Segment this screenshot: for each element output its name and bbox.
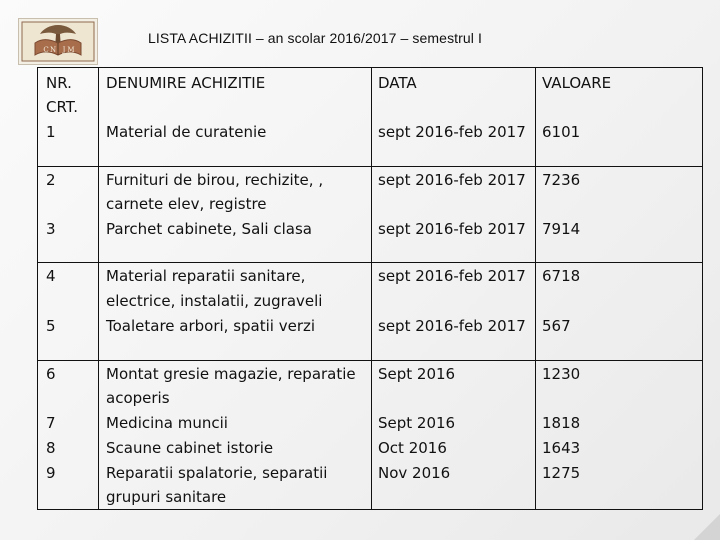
row-6-valoare: 1230 xyxy=(542,365,581,383)
logo-letter-j: J xyxy=(62,46,66,54)
school-logo-graphic xyxy=(19,19,97,64)
row-6-denumire-line-1: Montat gresie magazie, reparatie xyxy=(106,365,356,383)
row-5-nr: 5 xyxy=(46,317,56,335)
row-6-data: Sept 2016 xyxy=(378,365,456,383)
row-1-denumire: Material de curatenie xyxy=(106,123,267,141)
row-divider xyxy=(38,262,702,263)
row-7-nr: 7 xyxy=(46,414,56,432)
row-1-data: sept 2016-feb 2017 xyxy=(378,123,526,141)
row-5-valoare: 567 xyxy=(542,317,571,335)
row-9-denumire-line-2: grupuri sanitare xyxy=(106,488,227,506)
row-5-data: sept 2016-feb 2017 xyxy=(378,317,526,335)
header-nr: NR. xyxy=(46,74,72,92)
row-3-nr: 3 xyxy=(46,220,56,238)
logo-letter-m: M xyxy=(67,46,75,54)
row-7-data: Sept 2016 xyxy=(378,414,456,432)
header-valoare: VALOARE xyxy=(542,74,612,92)
logo-letter-n: N xyxy=(49,46,57,54)
row-9-valoare: 1275 xyxy=(542,464,581,482)
page-corner-fold xyxy=(694,514,720,540)
header-crt: CRT. xyxy=(46,98,78,116)
row-4-denumire-line-2: electrice, instalatii, zugraveli xyxy=(106,292,323,310)
row-2-data: sept 2016-feb 2017 xyxy=(378,171,526,189)
row-3-denumire: Parchet cabinete, Sali clasa xyxy=(106,220,312,238)
row-8-valoare: 1643 xyxy=(542,439,581,457)
row-divider xyxy=(38,360,702,361)
row-8-data: Oct 2016 xyxy=(378,439,447,457)
row-2-denumire-line-1: Furnituri de birou, rechizite, , xyxy=(106,171,324,189)
row-6-denumire-line-2: acoperis xyxy=(106,389,170,407)
column-divider xyxy=(535,68,536,509)
acquisitions-table xyxy=(37,67,703,510)
column-divider xyxy=(371,68,372,509)
row-5-denumire: Toaletare arbori, spatii verzi xyxy=(106,317,316,335)
column-divider xyxy=(98,68,99,509)
row-4-valoare: 6718 xyxy=(542,267,581,285)
row-2-valoare: 7236 xyxy=(542,171,581,189)
row-9-denumire-line-1: Reparatii spalatorie, separatii xyxy=(106,464,328,482)
row-4-denumire-line-1: Material reparatii sanitare, xyxy=(106,267,306,285)
school-logo xyxy=(18,18,98,65)
row-2-denumire-line-2: carnete elev, registre xyxy=(106,195,267,213)
row-4-data: sept 2016-feb 2017 xyxy=(378,267,526,285)
row-7-valoare: 1818 xyxy=(542,414,581,432)
header-data: DATA xyxy=(378,74,417,92)
row-3-valoare: 7914 xyxy=(542,220,581,238)
row-2-nr: 2 xyxy=(46,171,56,189)
row-divider xyxy=(38,166,702,167)
row-7-denumire: Medicina muncii xyxy=(106,414,228,432)
page-title: LISTA ACHIZITII – an scolar 2016/2017 – semestrul I xyxy=(148,30,482,46)
row-1-nr: 1 xyxy=(46,123,56,141)
row-9-data: Nov 2016 xyxy=(378,464,451,482)
row-8-nr: 8 xyxy=(46,439,56,457)
row-3-data: sept 2016-feb 2017 xyxy=(378,220,526,238)
row-9-nr: 9 xyxy=(46,464,56,482)
row-8-denumire: Scaune cabinet istorie xyxy=(106,439,274,457)
row-1-valoare: 6101 xyxy=(542,123,581,141)
logo-letters-left: C xyxy=(43,46,49,54)
row-4-nr: 4 xyxy=(46,267,56,285)
row-6-nr: 6 xyxy=(46,365,56,383)
header-denumire: DENUMIRE ACHIZITIE xyxy=(106,74,266,92)
